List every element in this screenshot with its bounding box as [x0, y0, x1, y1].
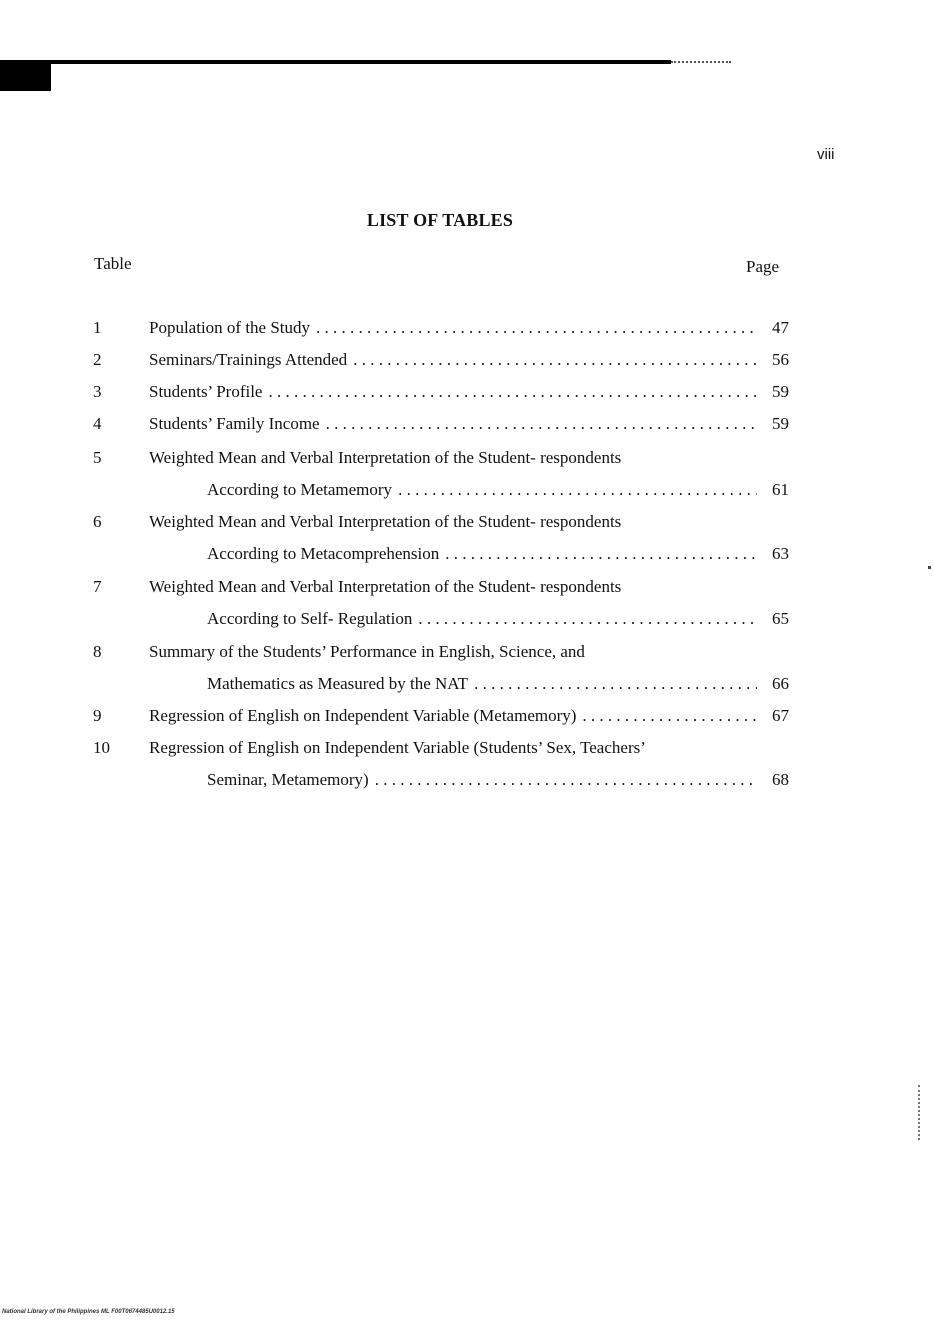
dot-leader	[353, 350, 757, 370]
scan-artifact-block	[0, 60, 51, 91]
entry-title: Seminars/Trainings Attended	[149, 350, 348, 369]
list-item	[207, 674, 789, 694]
entry-title: Regression of English on Independent Variable (Students’ Sex, Teachers’	[149, 738, 646, 757]
dot-leader	[326, 414, 757, 434]
entry-title: Regression of English on Independent Variable (Metamemory)	[149, 706, 577, 725]
dot-leader	[445, 544, 757, 564]
page-title: LIST OF TABLES	[366, 210, 514, 230]
dot-leader	[474, 674, 757, 694]
entry-page: 56	[772, 350, 789, 369]
entry-page: 68	[772, 770, 789, 789]
scan-artifact-dot	[928, 566, 931, 569]
list-item	[207, 544, 789, 564]
list-item	[149, 350, 789, 370]
list-item	[149, 382, 789, 402]
entry-title: Weighted Mean and Verbal Interpretation of the Student- respondents	[149, 448, 622, 467]
scan-artifact-edge-dots	[918, 1085, 922, 1140]
list-item	[207, 609, 789, 629]
entry-page: 59	[772, 414, 789, 433]
entry-page: 65	[772, 609, 789, 628]
entry-page: 47	[772, 318, 789, 337]
scan-source-mark: National Library of the Philippines ML F00T0674485U0012.15	[2, 1309, 175, 1315]
scan-artifact-rule-fade	[671, 61, 731, 63]
entry-number: 7	[93, 577, 102, 596]
entry-title: Weighted Mean and Verbal Interpretation of the Student- respondents	[149, 512, 622, 531]
entry-number: 8	[93, 642, 102, 661]
entry-title-continued: Seminar, Metamemory)	[207, 770, 369, 789]
entry-title: Summary of the Students’ Performance in English, Science, and	[149, 642, 585, 661]
dot-leader	[398, 480, 757, 500]
list-item	[207, 770, 789, 790]
list-item	[149, 414, 789, 434]
entry-page: 61	[772, 480, 789, 499]
entry-number: 4	[93, 414, 102, 433]
dot-leader	[268, 382, 757, 402]
dot-leader	[418, 609, 757, 629]
entry-title: Students’ Family Income	[149, 414, 320, 433]
entry-number: 9	[93, 706, 102, 725]
entry-title: Students’ Profile	[149, 382, 263, 401]
entry-page: 67	[772, 706, 789, 725]
entry-number: 3	[93, 382, 102, 401]
dot-leader	[316, 318, 757, 338]
entry-page: 59	[772, 382, 789, 401]
entry-number: 10	[93, 738, 110, 757]
list-item	[149, 706, 789, 726]
entry-page: 63	[772, 544, 789, 563]
dot-leader	[582, 706, 757, 726]
entry-title-continued: According to Metamemory	[207, 480, 393, 499]
page-number: viii	[817, 146, 835, 163]
entry-title-continued: According to Metacomprehension	[207, 544, 440, 563]
column-header-table: Table	[94, 254, 132, 273]
column-header-page: Page	[746, 257, 780, 276]
dot-leader	[375, 770, 757, 790]
entry-title-continued: Mathematics as Measured by the NAT	[207, 674, 469, 693]
entry-title: Population of the Study	[149, 318, 311, 337]
entry-number: 2	[93, 350, 102, 369]
list-item	[149, 318, 789, 338]
scan-artifact-rule	[51, 60, 671, 64]
entry-page: 66	[772, 674, 789, 693]
entry-number: 5	[93, 448, 102, 467]
entry-number: 1	[93, 318, 102, 337]
entry-title-continued: According to Self- Regulation	[207, 609, 413, 628]
entry-number: 6	[93, 512, 102, 531]
list-item	[207, 480, 789, 500]
entry-title: Weighted Mean and Verbal Interpretation of the Student- respondents	[149, 577, 622, 596]
